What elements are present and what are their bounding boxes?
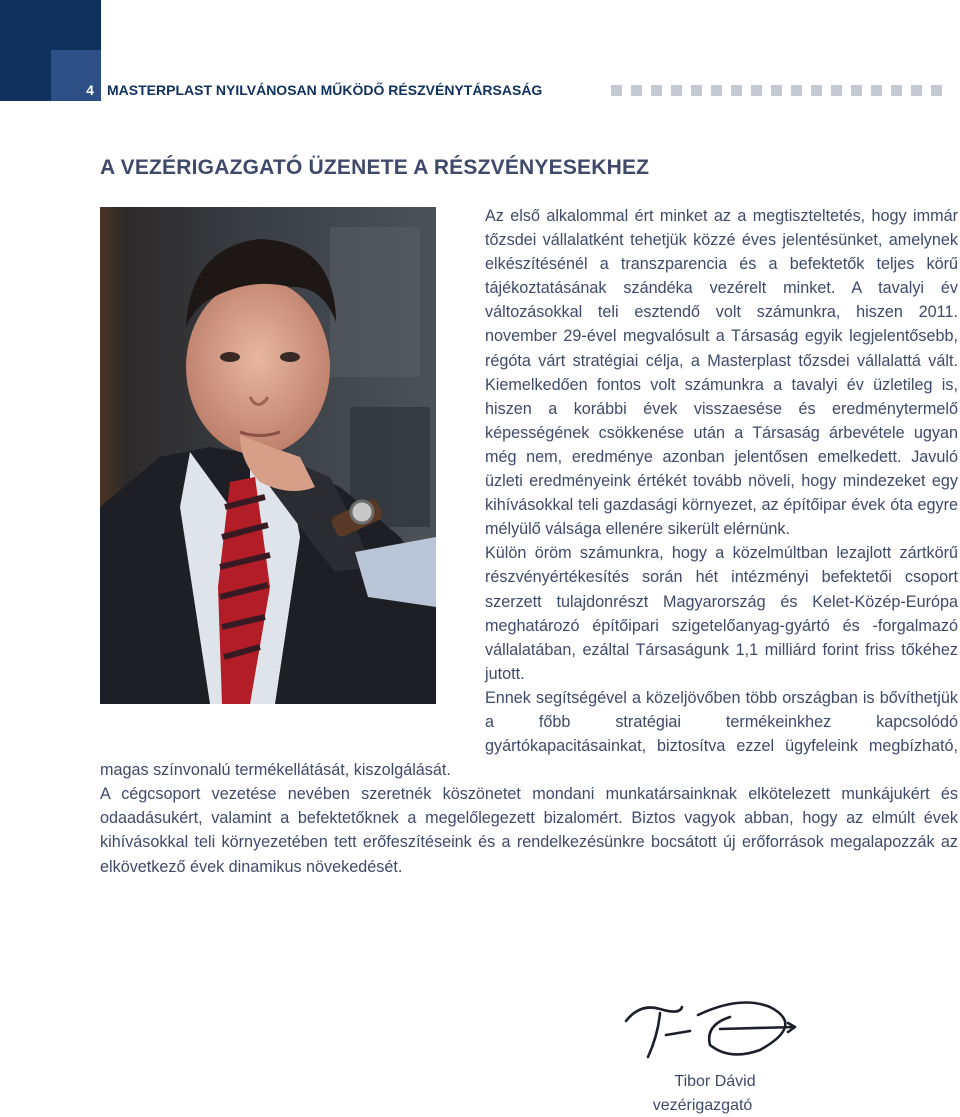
header-decorative-squares: [611, 85, 960, 97]
handwritten-signature: [620, 995, 810, 1065]
letter-paragraph: A cégcsoport vezetése nevében szeretnék köszönetet mondani munkatársainknak elkötelezett munkájukért és odaadásukért, valamint a befektetőknek a megelőlegezett bizalomért. Biztos vagyok abban, hogy az elmúlt évek kihívásokkal teli környezetében tett erőfeszítéseink és a rendelkezésünkre bocsátott új erőforrások megalapozzák az elkövetkező évek dinamikus növekedését.: [100, 785, 958, 876]
signer-title: vezérigazgató: [652, 1097, 753, 1114]
page-number: 4: [86, 82, 94, 98]
letter-paragraph: Az első alkalommal ért minket az a megtiszteltetés, hogy immár tőzsdei vállalatként tehetjük közzé éves jelentésünket, amelynek elkészítésénél a transzparencia és a befektetők teljes körű tájékoztatásának szándéka vezérelt minket. A tavalyi év változásokkal teli esztendő volt számunkra, hiszen 2011. november 29-ével megvalósult a Társaság egyik legjelentősebb, régóta várt stratégiai célja, a Masterplast tőzsdei vállalattá vált. Kiemelkedően fontos volt számunkra a tavalyi év üzletileg is, hiszen a korábbi évek visszaesése és eredménytermelő képességének csökkenése után a Társaság árbevétele ugyan még nem, eredménye azonban jelentősen emelkedett. Javuló üzleti eredményeink értékét tovább növeli, hogy mindezeket egy kihívásokkal teli gazdasági környezet, az építőipar évek óta egyre mélyülő válsága ellenére sikerült elérnünk.: [485, 207, 958, 539]
page-title: A VEZÉRIGAZGATÓ ÜZENETE A RÉSZVÉNYESEKHEZ: [100, 156, 650, 179]
photo-text-wrap-spacer: [100, 204, 485, 745]
letter-paragraph: Ennek segítségével a közeljövőben több országban is bővíthetjük a főbb stratégiai termékeinkhez kapcsolódó gyártókapacitásainkat, biztosítva ezzel ügyfeleink megbízható, magas színvonalú termékellátását, kiszolgálását.: [100, 688, 958, 780]
letter-paragraph: Külön öröm számunkra, hogy a közelmúltban lezajlott zártkörű részvényértékesítés során hét intézményi befektetői csoport szerzett tulajdonrészt Magyarország és Kelet-Közép-Európa meghatározó építőipari szigetelőanyag-gyártó és -forgalmazó vállalatában, ezáltal Társaságunk 1,1 milliárd forint friss tőkéhez jutott.: [485, 544, 958, 683]
letter-body: [100, 204, 958, 879]
running-header: MASTERPLAST NYILVÁNOSAN MŰKÖDŐ RÉSZVÉNYTÁRSASÁG: [107, 82, 543, 98]
signer-name: Tibor Dávid: [674, 1073, 756, 1090]
